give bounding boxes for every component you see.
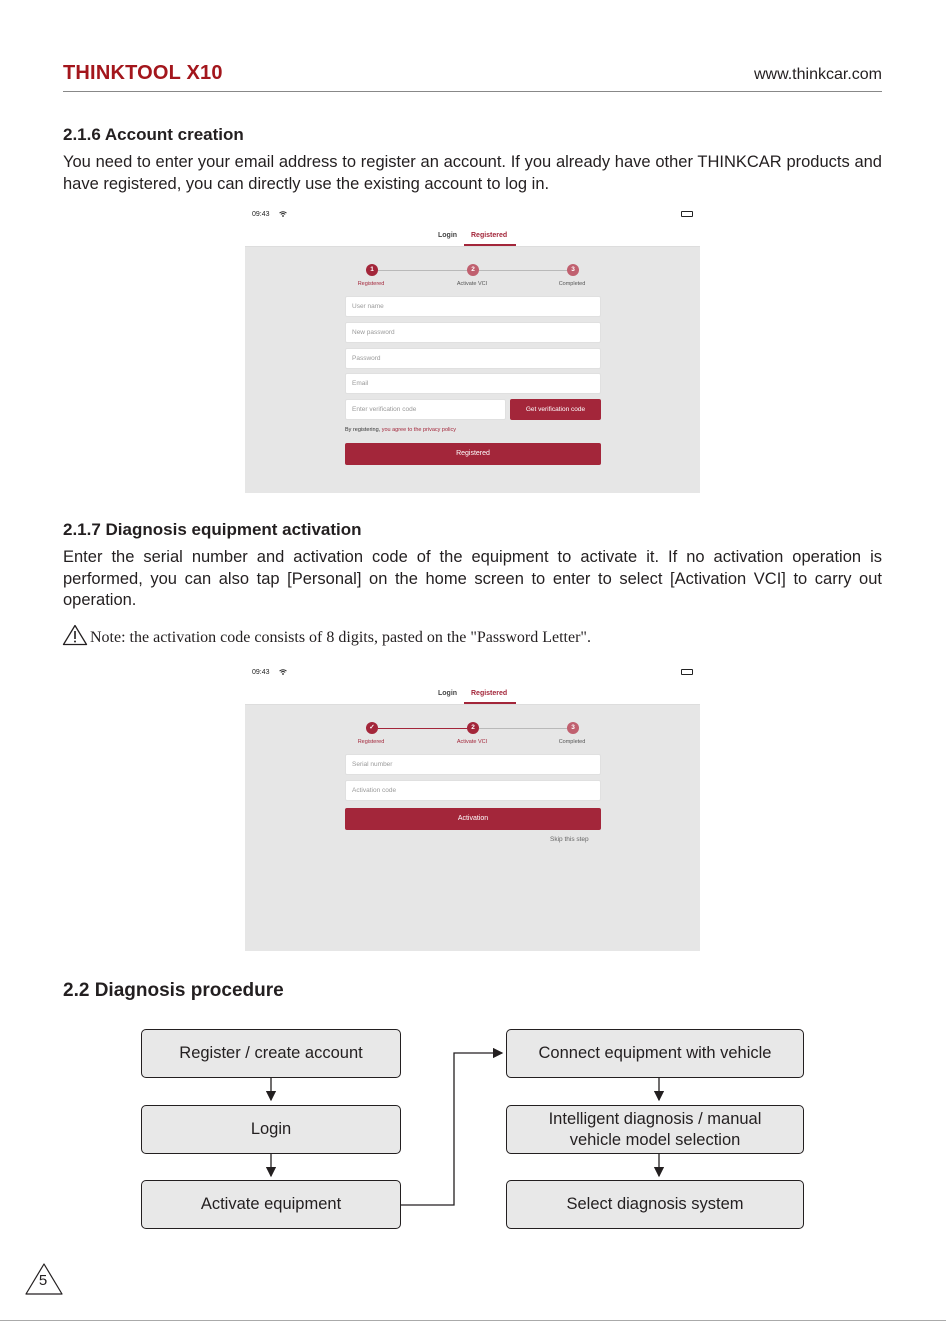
status-time: 09:43 — [252, 211, 270, 218]
flow-arrow-activate-to-connect — [401, 1053, 502, 1205]
section-title-activation: 2.1.7 Diagnosis equipment activation — [63, 520, 362, 539]
step-1-check-icon: ✓ — [366, 722, 378, 734]
username-field[interactable]: User name — [345, 296, 601, 317]
brand-title: THINKTOOL X10 — [63, 62, 223, 84]
step-3-dot: 3 — [567, 264, 579, 276]
tab-login[interactable]: Login — [438, 232, 458, 239]
status-time: 09:43 — [252, 669, 270, 676]
flow-step-select-system: Select diagnosis system — [506, 1180, 804, 1229]
tab-registered[interactable]: Registered — [471, 232, 508, 239]
privacy-policy-link[interactable]: you agree to the privacy policy — [381, 427, 456, 433]
flow-step-diagnosis: Intelligent diagnosis / manual vehicle model selection — [506, 1105, 804, 1154]
new-password-field[interactable]: New password — [345, 322, 601, 343]
step-3-label: Completed — [558, 739, 586, 745]
policy-prefix: By registering, — [345, 427, 382, 433]
step-2-dot: 2 — [467, 722, 479, 734]
step-3-label: Completed — [558, 281, 586, 287]
flow-step-activate: Activate equipment — [141, 1180, 401, 1229]
footer-divider — [0, 1320, 946, 1321]
flow-step-connect: Connect equipment with vehicle — [506, 1029, 804, 1078]
activation-button[interactable]: Activation — [345, 808, 601, 830]
website-url: www.thinkcar.com — [753, 66, 882, 83]
flow-step-login: Login — [141, 1105, 401, 1154]
register-button[interactable]: Registered — [345, 443, 601, 465]
email-field[interactable]: Email — [345, 373, 601, 394]
section-title-diagnosis-procedure: 2.2 Diagnosis procedure — [63, 980, 284, 1001]
step-3-dot: 3 — [567, 722, 579, 734]
skip-step-link[interactable]: Skip this step — [550, 836, 589, 843]
step-2-dot: 2 — [467, 264, 479, 276]
step-2-label: Activate VCI — [456, 281, 488, 287]
section-body-account-creation: You need to enter your email address to register an account. If you already have other THINKCAR products and have registered, you can directly use the existing account to log in. — [63, 153, 882, 193]
verification-code-field[interactable]: Enter verification code — [345, 399, 506, 420]
get-verification-code-button[interactable]: Get verification code — [510, 399, 601, 420]
tab-registered[interactable]: Registered — [471, 690, 508, 697]
tab-login[interactable]: Login — [438, 690, 458, 697]
section-body-activation: Enter the serial number and activation code of the equipment to activate it. If no activation operation is performed, you can also tap [Personal] on the home screen to enter to select [Activation VCI] to carry out operation. — [63, 548, 882, 609]
note-text: Note: the activation code consists of 8 digits, pasted on the "Password Letter". — [90, 628, 591, 646]
page-number: 5 — [38, 1272, 48, 1289]
step-1-dot: 1 — [366, 264, 378, 276]
flow-step-register: Register / create account — [141, 1029, 401, 1078]
serial-number-field[interactable]: Serial number — [345, 754, 601, 775]
step-1-label: Registered — [357, 739, 385, 745]
password-field[interactable]: Password — [345, 348, 601, 369]
step-1-label: Registered — [357, 281, 385, 287]
section-title-account-creation: 2.1.6 Account creation — [63, 125, 244, 144]
step-2-label: Activate VCI — [456, 739, 488, 745]
activation-code-field[interactable]: Activation code — [345, 780, 601, 801]
